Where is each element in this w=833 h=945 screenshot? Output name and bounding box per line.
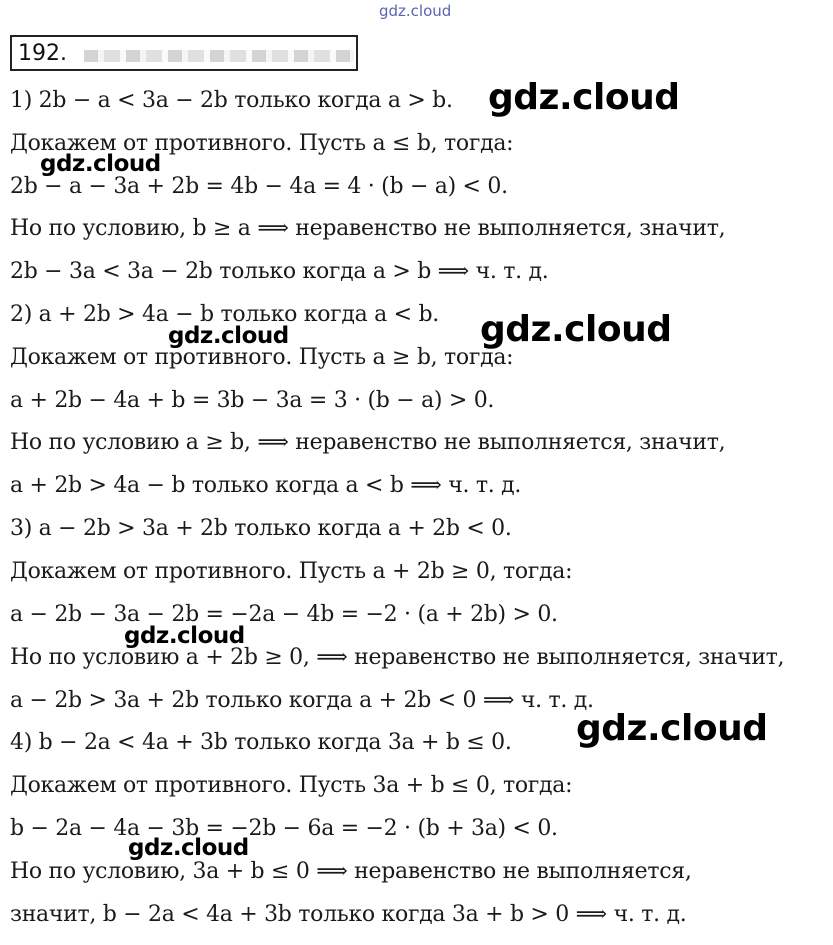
solution-line: 1) 2b − a < 3a − 2b только когда a > b. — [10, 88, 453, 113]
solution-line: Докажем от противного. Пусть a + 2b ≥ 0, тогда: — [10, 559, 573, 584]
problem-number: 192. — [18, 41, 67, 66]
solution-line: 2b − 3a < 3a − 2b только когда a > b ⟹ ч. т. д. — [10, 259, 549, 284]
solution-line: Но по условию a ≥ b, ⟹ неравенство не выполняется, значит, — [10, 430, 726, 455]
watermark-top: gdz.cloud — [379, 2, 452, 20]
watermark: gdz.cloud — [124, 623, 245, 649]
solution-line: 3) a − 2b > 3a + 2b только когда a + 2b < 0. — [10, 516, 512, 541]
solution-line: 4) b − 2a < 4a + 3b только когда 3a + b ≤ 0. — [10, 730, 512, 755]
solution-line: a − 2b − 3a − 2b = −2a − 4b = −2 · (a + 2b) > 0. — [10, 602, 558, 627]
watermark: gdz.cloud — [488, 77, 680, 118]
solution-line: 2) a + 2b > 4a − b только когда a < b. — [10, 302, 439, 327]
obscured-header-text — [84, 50, 354, 62]
solution-line: значит, b − 2a < 4a + 3b только когда 3a + b > 0 ⟹ ч. т. д. — [10, 902, 687, 927]
solution-line: a − 2b > 3a + 2b только когда a + 2b < 0 ⟹ ч. т. д. — [10, 688, 594, 713]
watermark: gdz.cloud — [480, 309, 672, 350]
watermark: gdz.cloud — [128, 835, 249, 861]
solution-line: Но по условию a + 2b ≥ 0, ⟹ неравенство не выполняется, значит, — [10, 645, 785, 670]
solution-line: Но по условию, b ≥ a ⟹ неравенство не выполняется, значит, — [10, 216, 726, 241]
solution-line: Но по условию, 3a + b ≤ 0 ⟹ неравенство не выполняется, — [10, 859, 692, 884]
problem-header — [10, 35, 358, 71]
solution-line: a + 2b − 4a + b = 3b − 3a = 3 · (b − a) > 0. — [10, 388, 495, 413]
solution-line: a + 2b > 4a − b только когда a < b ⟹ ч. т. д. — [10, 473, 522, 498]
solution-line: b − 2a − 4a − 3b = −2b − 6a = −2 · (b + 3a) < 0. — [10, 816, 558, 841]
solution-line: 2b − a − 3a + 2b = 4b − 4a = 4 · (b − a) < 0. — [10, 174, 508, 199]
solution-line: Докажем от противного. Пусть a ≥ b, тогда: — [10, 345, 514, 370]
solution-line: Докажем от противного. Пусть a ≤ b, тогда: — [10, 131, 514, 156]
watermark: gdz.cloud — [168, 323, 289, 349]
solution-line: Докажем от противного. Пусть 3a + b ≤ 0, тогда: — [10, 773, 573, 798]
watermark: gdz.cloud — [40, 151, 161, 177]
watermark: gdz.cloud — [576, 708, 768, 749]
